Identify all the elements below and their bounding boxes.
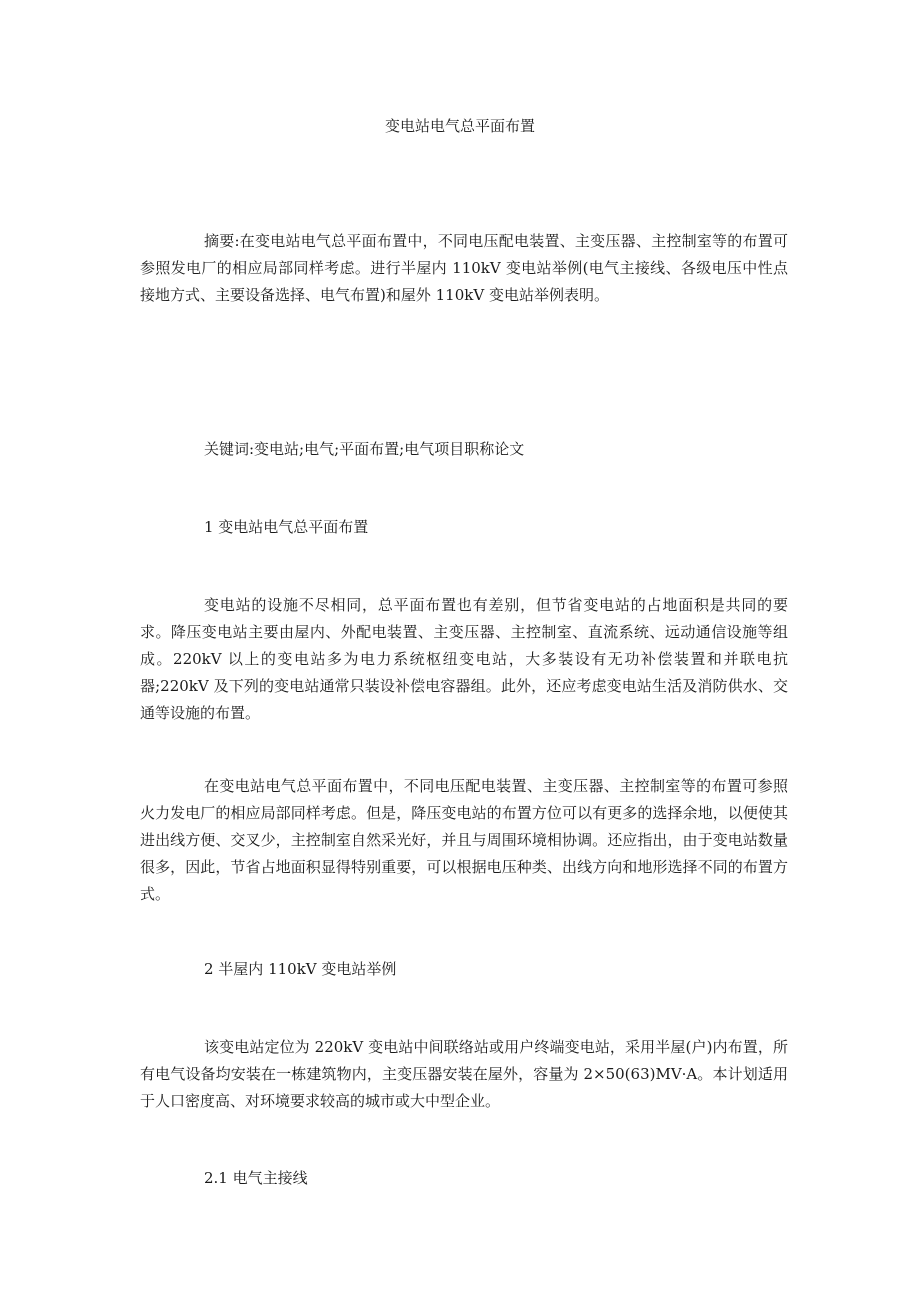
section-2-1-heading: 2.1 电气主接线 [204,1169,308,1187]
abstract-paragraph: 摘要:在变电站电气总平面布置中，不同电压配电装置、主变压器、主控制室等的布置可参照发电厂的相应局部同样考虑。进行半屋内 110kV 变电站举例(电气主接线、各级电压中性点接地方式、主要设备选择、电气布置)和屋外 110kV 变电站举例表明。 [140,232,788,304]
section-2-paragraph-1: 该变电站定位为 220kV 变电站中间联络站或用户终端变电站，采用半屋(户)内布置，所有电气设备均安装在一栋建筑物内，主变压器安装在屋外，容量为 2×50(63)MV·A。本计划适用于人口密度高、对环境要求较高的城市或大中型企业。 [140,1038,788,1110]
section-1-paragraph-1: 变电站的设施不尽相同，总平面布置也有差别，但节省变电站的占地面积是共同的要求。降压变电站主要由屋内、外配电装置、主变压器、主控制室、直流系统、远动通信设施等组成。220kV 以上的变电站多为电力系统枢纽变电站，大多装设有无功补偿装置和并联电抗器;220kV 及下列的变电站通常只装设补偿电容器组。此外，还应考虑变电站生活及消防供水、交通等设施的布置。 [140,596,788,722]
section-1-heading: 1 变电站电气总平面布置 [204,518,369,536]
section-1-paragraph-2: 在变电站电气总平面布置中，不同电压配电装置、主变压器、主控制室等的布置可参照火力发电厂的相应局部同样考虑。但是，降压变电站的布置方位可以有更多的选择余地，以便使其进出线方便、交叉少，主控制室自然采光好，并且与周围环境相协调。还应指出，由于变电站数量很多，因此，节省占地面积显得特别重要，可以根据电压种类、出线方向和地形选择不同的布置方式。 [140,777,788,903]
keywords-line: 关键词:变电站;电气;平面布置;电气项目职称论文 [204,440,525,458]
document-title: 变电站电气总平面布置 [384,117,535,135]
section-2-heading: 2 半屋内 110kV 变电站举例 [204,960,397,978]
